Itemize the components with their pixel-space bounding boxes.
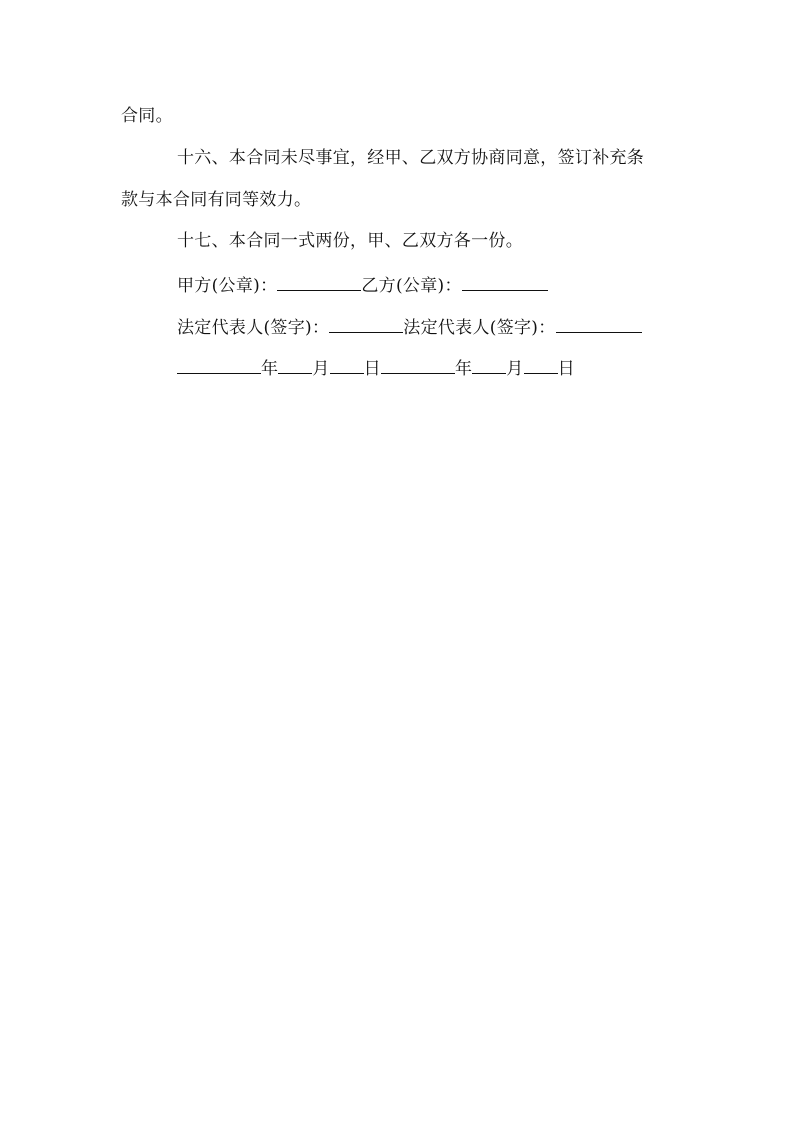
clause-17: 十七、本合同一式两份，甲、乙双方各一份。 bbox=[177, 231, 523, 251]
seal-line bbox=[177, 275, 737, 295]
party-b-year-label: 年 bbox=[454, 359, 473, 379]
date-line bbox=[177, 358, 737, 378]
clause-16-line-1: 十六、本合同未尽事宜，经甲、乙双方协商同意，签订补充条 bbox=[177, 148, 645, 168]
party-b-month-blank[interactable] bbox=[472, 358, 506, 374]
party-a-month-blank[interactable] bbox=[278, 358, 312, 374]
representative-line bbox=[177, 317, 737, 337]
party-b-rep-label: 法定代表人(签字)： bbox=[403, 318, 556, 338]
party-a-seal-label: 甲方(公章)： bbox=[177, 276, 278, 296]
party-a-day-blank[interactable] bbox=[330, 358, 364, 374]
party-b-day-label: 日 bbox=[557, 359, 575, 379]
party-a-seal-blank[interactable] bbox=[277, 275, 361, 291]
party-a-rep-blank[interactable] bbox=[329, 317, 403, 333]
party-a-year-label: 年 bbox=[261, 359, 279, 379]
party-b-seal-blank[interactable] bbox=[462, 275, 548, 291]
party-a-day-label: 日 bbox=[363, 359, 381, 379]
party-b-year-blank[interactable] bbox=[381, 358, 455, 374]
party-a-month-label: 月 bbox=[312, 359, 330, 379]
contract-text-continuation: 合同。 bbox=[121, 106, 173, 126]
party-a-year-blank[interactable] bbox=[177, 358, 261, 374]
party-a-rep-label: 法定代表人(签字)： bbox=[177, 318, 330, 338]
party-b-seal-label: 乙方(公章)： bbox=[361, 276, 462, 296]
party-b-rep-blank[interactable] bbox=[556, 317, 642, 333]
party-b-month-label: 月 bbox=[506, 359, 524, 379]
clause-16-line-2: 款与本合同有同等效力。 bbox=[121, 190, 312, 210]
party-b-day-blank[interactable] bbox=[524, 358, 558, 374]
